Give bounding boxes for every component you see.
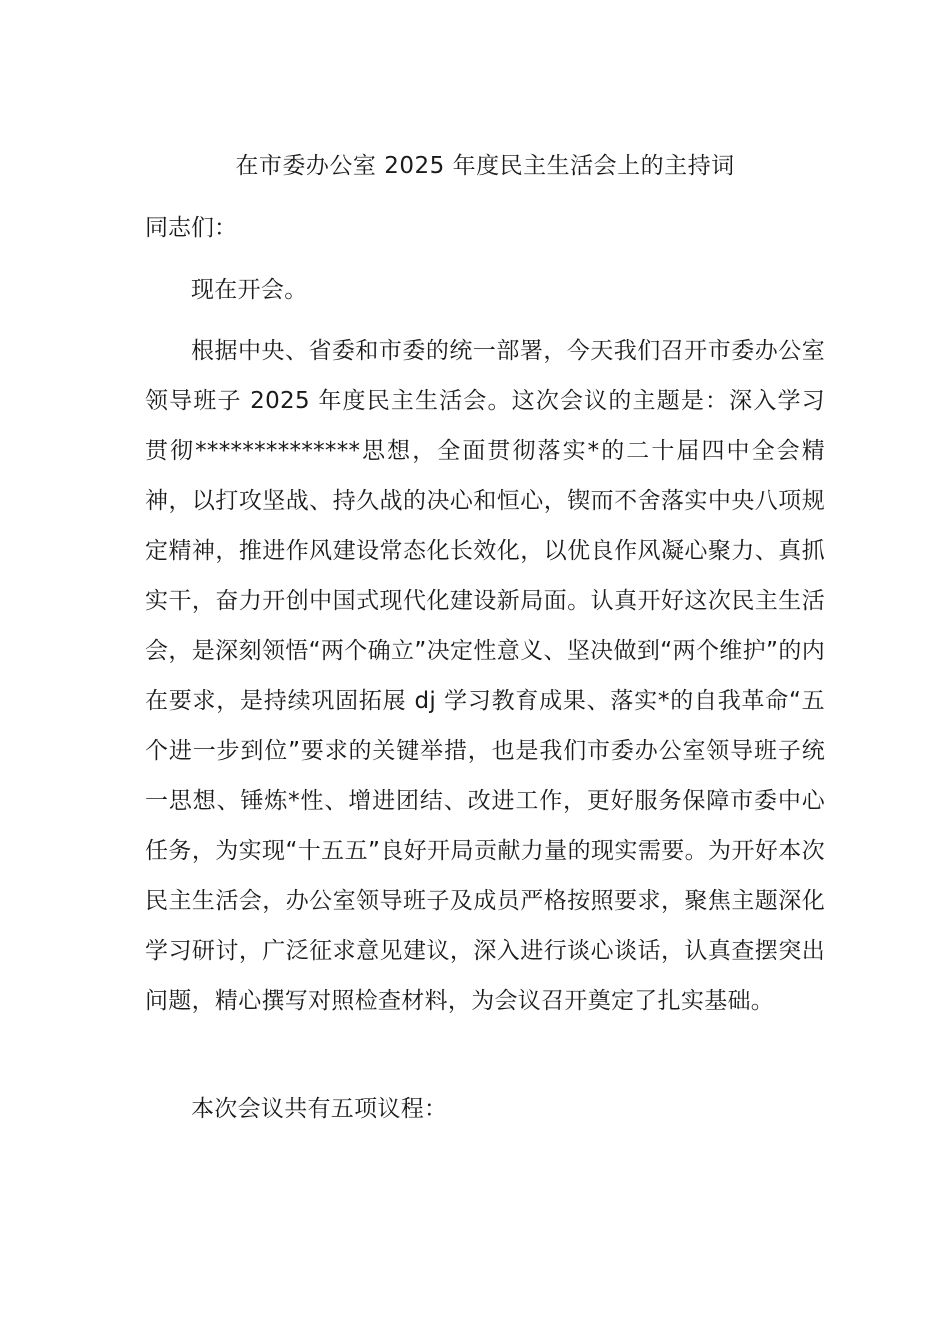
paragraph-body: 根据中央、省委和市委的统一部署，今天我们召开市委办公室领导班子 2025 年度民主生活会。这次会议的主题是：深入学习贯彻**************思想，全面贯彻落实*的二十届四中全会精神，以打攻坚战、持久战的决心和恒心，锲而不舍落实中央八项规定精神，推进作风建设常态化长效化，以优良作风凝心聚力、真抓实干，奋力开创中国式现代化建设新局面。认真开好这次民主生活会，是深刻领悟“两个确立”决定性意义、坚决做到“两个维护”的内在要求，是持续巩固拓展 dj 学习教育成果、落实*的自我革命“五个进一步到位”要求的关键举措，也是我们市委办公室领导班子统一思想、锤炼*性、增进团结、改进工作，更好服务保障市委中心任务，为实现“十五五”良好开局贡献力量的现实需要。为开好本次民主生活会，办公室领导班子及成员严格按照要求，聚焦主题深化学习研讨，广泛征求意见建议，深入进行谈心谈话，认真查摆突出问题，精心撰写对照检查材料，为会议召开奠定了扎实基础。 bbox=[145, 338, 825, 1014]
paragraph-opening: 现在开会。 bbox=[191, 277, 308, 303]
document-title: 在市委办公室 2025 年度民主生活会上的主持词 bbox=[235, 153, 735, 179]
paragraph-agenda-intro: 本次会议共有五项议程： bbox=[191, 1096, 448, 1122]
salutation: 同志们： bbox=[145, 215, 237, 241]
